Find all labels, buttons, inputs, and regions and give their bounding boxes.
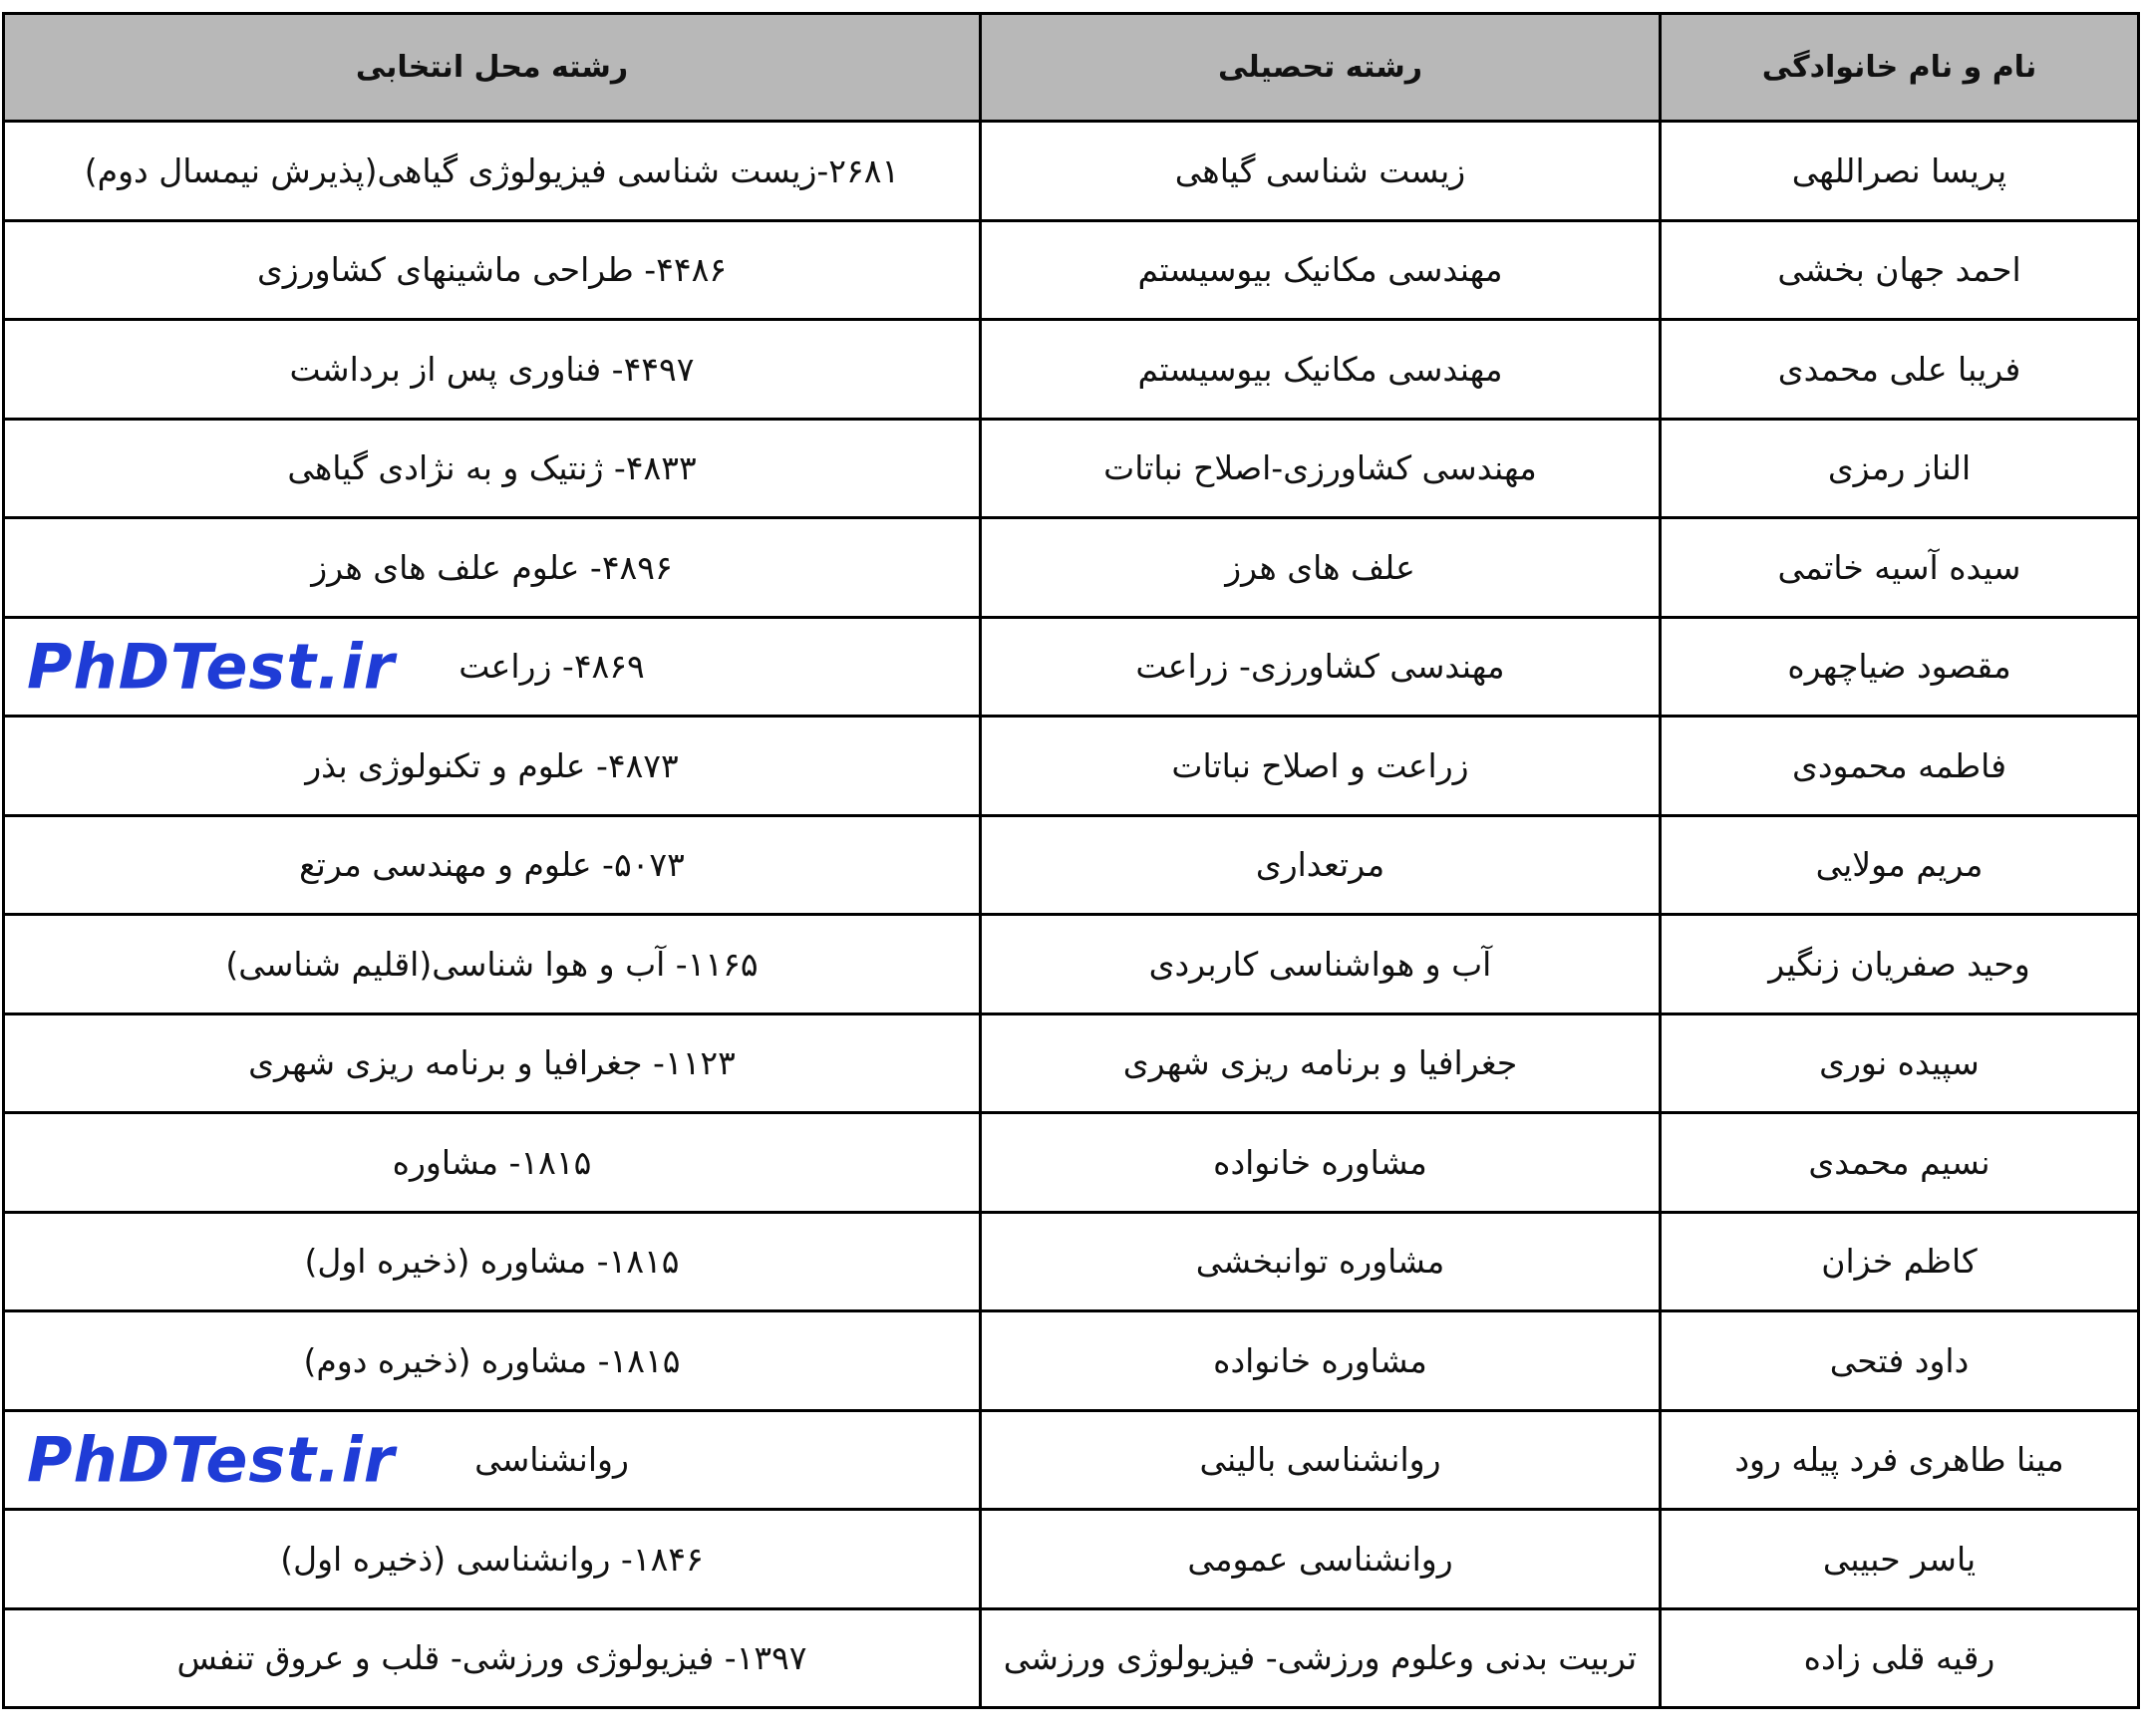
- cell-name: کاظم خزان: [1661, 1212, 2139, 1311]
- table-row: [4, 1311, 2139, 1411]
- choice-text: ۴۸۶۹- زراعت: [459, 647, 645, 687]
- table-row: [4, 518, 2139, 618]
- cell-field: مهندسی کشاورزی-اصلاح نباتات: [981, 419, 1661, 518]
- cell-field: مرتعداری: [981, 815, 1661, 915]
- cell-choice: ۴۸۹۶- علوم علف های هرز: [4, 518, 981, 618]
- cell-field: زراعت و اصلاح نباتات: [981, 717, 1661, 816]
- header-field: رشته تحصیلی: [981, 14, 1661, 122]
- table-row: [4, 419, 2139, 518]
- table-row: [4, 815, 2139, 915]
- table-row: [4, 617, 2139, 717]
- cell-choice: [4, 617, 981, 717]
- table-row: [4, 1212, 2139, 1311]
- cell-choice: ۱۸۴۶- روانشناسی (ذخیره اول): [4, 1510, 981, 1609]
- cell-field: مهندسی مکانیک بیوسیستم: [981, 320, 1661, 420]
- cell-name: رقیه قلی زاده: [1661, 1608, 2139, 1708]
- cell-choice: ۵۰۷۳- علوم و مهندسی مرتع: [4, 815, 981, 915]
- header-choice: رشته محل انتخابی: [4, 14, 981, 122]
- cell-name: سیده آسیه خاتمی: [1661, 518, 2139, 618]
- cell-name: نسیم محمدی: [1661, 1113, 2139, 1213]
- table-row: [4, 1510, 2139, 1609]
- cell-choice: ۴۸۷۳- علوم و تکنولوژی بذر: [4, 717, 981, 816]
- cell-name: داود فتحی: [1661, 1311, 2139, 1411]
- cell-field: روانشناسی عمومی: [981, 1510, 1661, 1609]
- cell-choice: ۴۴۸۶- طراحی ماشینهای کشاورزی: [4, 220, 981, 320]
- cell-field: جغرافیا و برنامه ریزی شهری: [981, 1013, 1661, 1113]
- cell-choice: ۱۸۱۵- مشاوره (ذخیره اول): [4, 1212, 981, 1311]
- table-body: [4, 122, 2139, 1708]
- cell-choice: ۱۱۲۳- جغرافیا و برنامه ریزی شهری: [4, 1013, 981, 1113]
- table-row: [4, 915, 2139, 1014]
- cell-field: آب و هواشناسی کاربردی: [981, 915, 1661, 1014]
- cell-field: مهندسی مکانیک بیوسیستم: [981, 220, 1661, 320]
- results-table: [2, 12, 2140, 1709]
- cell-name: احمد جهان بخشی: [1661, 220, 2139, 320]
- cell-field: مشاوره خانواده: [981, 1113, 1661, 1213]
- cell-field: روانشناسی بالینی: [981, 1410, 1661, 1510]
- cell-field: مشاوره خانواده: [981, 1311, 1661, 1411]
- cell-choice: ۱۳۹۷- فیزیولوژی ورزشی- قلب و عروق تنفس: [4, 1608, 981, 1708]
- cell-name: سپیده نوری: [1661, 1013, 2139, 1113]
- cell-choice: ۱۱۶۵- آب و هوا شناسی(اقلیم شناسی): [4, 915, 981, 1014]
- cell-field: مشاوره توانبخشی: [981, 1212, 1661, 1311]
- cell-name: وحید صفریان زنگیر: [1661, 915, 2139, 1014]
- cell-choice: ۱۸۱۵- مشاوره (ذخیره دوم): [4, 1311, 981, 1411]
- table-row: [4, 1608, 2139, 1708]
- table-row: [4, 1410, 2139, 1510]
- cell-field: زیست شناسی گیاهی: [981, 122, 1661, 221]
- cell-field: علف های هرز: [981, 518, 1661, 618]
- table-header: [4, 14, 2139, 122]
- choice-text: روانشناسی: [474, 1440, 629, 1480]
- watermark-logo: PhDTest.ir: [27, 1423, 396, 1497]
- table-row: [4, 1113, 2139, 1213]
- table-row: [4, 320, 2139, 420]
- cell-name: مریم مولایی: [1661, 815, 2139, 915]
- cell-name: فریبا علی محمدی: [1661, 320, 2139, 420]
- cell-name: پریسا نصراللهی: [1661, 122, 2139, 221]
- cell-field: تربیت بدنی وعلوم ورزشی- فیزیولوژی ورزشی: [981, 1608, 1661, 1708]
- watermark-logo: PhDTest.ir: [27, 630, 396, 704]
- cell-choice: [4, 1410, 981, 1510]
- header-row: [4, 14, 2139, 122]
- table-row: [4, 122, 2139, 221]
- cell-name: مینا طاهری فرد پیله رود: [1661, 1410, 2139, 1510]
- cell-name: یاسر حبیبی: [1661, 1510, 2139, 1609]
- cell-choice: ۴۴۹۷- فناوری پس از برداشت: [4, 320, 981, 420]
- table-row: [4, 1013, 2139, 1113]
- cell-choice: ۴۸۳۳- ژنتیک و به نژادی گیاهی: [4, 419, 981, 518]
- header-name: نام و نام خانوادگی: [1661, 14, 2139, 122]
- table-row: [4, 717, 2139, 816]
- table-row: [4, 220, 2139, 320]
- cell-choice: ۲۶۸۱-زیست شناسی فیزیولوژی گیاهی(پذیرش نیمسال دوم): [4, 122, 981, 221]
- cell-name: فاطمه محمودی: [1661, 717, 2139, 816]
- cell-choice: ۱۸۱۵- مشاوره: [4, 1113, 981, 1213]
- cell-name: مقصود ضیاچهره: [1661, 617, 2139, 717]
- cell-name: الناز رمزی: [1661, 419, 2139, 518]
- cell-field: مهندسی کشاورزی- زراعت: [981, 617, 1661, 717]
